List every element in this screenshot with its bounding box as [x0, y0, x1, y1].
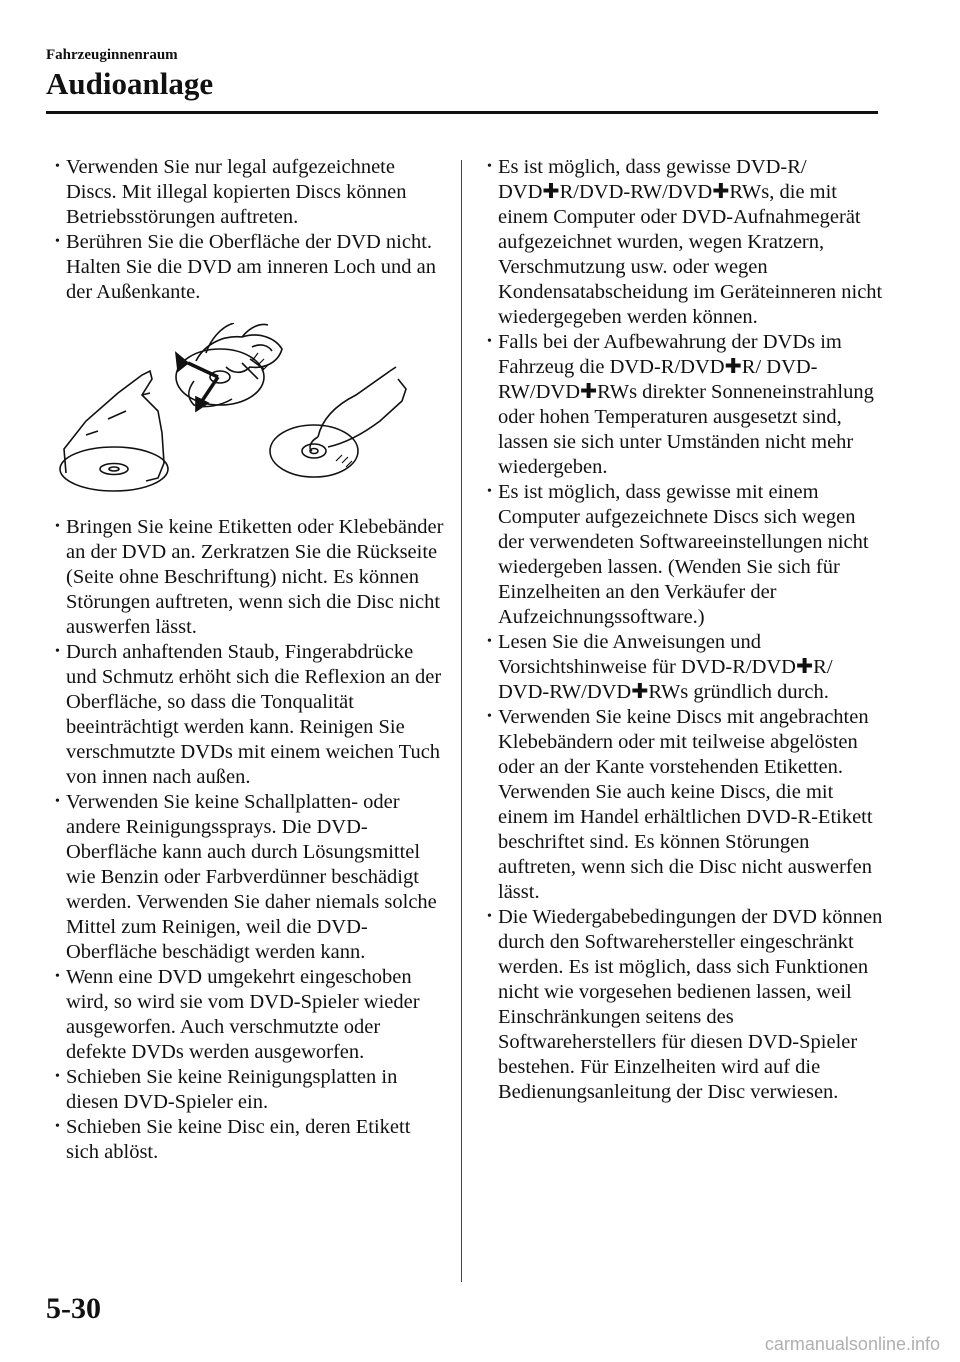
right-column — [478, 155, 883, 1105]
list-item: • Schieben Sie keine Reinigungsplatten in diesen DVD-Spieler ein. — [46, 1065, 444, 1115]
list-item: • Verwenden Sie nur legal aufgezeichnete Discs. Mit illegal kopierten Discs können Betriebsstörungen auftreten. — [46, 155, 444, 230]
list-item: • Verwenden Sie keine Discs mit angebrachten Klebebändern oder mit teilweise abgelösten oder an der Kante vorstehenden Etiketten. Verwenden Sie auch keine Discs, die mit einem im Handel erhältlichen DVD-R-Etikett beschriftet sind. Es können Störungen auftreten, wenn sich die Disc nicht auswerfen lässt. — [478, 705, 883, 905]
list-item: • Berühren Sie die Oberfläche der DVD nicht. Halten Sie die DVD am inneren Loch und an der Außenkante. — [46, 230, 444, 305]
section-label: Fahrzeuginnenraum — [46, 47, 178, 63]
header-rule — [46, 111, 878, 114]
page-title: Audioanlage — [46, 66, 214, 101]
list-item: • Durch anhaftenden Staub, Fingerabdrücke und Schmutz erhöht sich die Reflexion an der Oberfläche, so dass die Tonqualität beeinträchtigt werden kann. Reinigen Sie verschmutzte DVDs mit einem weichen Tuch von innen nach außen. — [46, 640, 444, 790]
page-header — [46, 46, 878, 102]
bullet-list-bottom — [46, 515, 444, 1165]
page-number: 5-30 — [46, 1292, 101, 1325]
left-column — [46, 155, 444, 1165]
bullet-list-top — [46, 155, 444, 305]
column-divider — [461, 160, 462, 1282]
list-item: • Schieben Sie keine Disc ein, deren Etikett sich ablöst. — [46, 1115, 444, 1165]
held-disc-left — [60, 371, 168, 491]
bullet-list-right — [478, 155, 883, 1105]
list-item: • Verwenden Sie keine Schallplatten- oder andere Reinigungssprays. Die DVD-Oberfläche kann auch durch Lösungsmittel wie Benzin oder Farbverdünner beschädigt werden. Verwenden Sie daher niemals solche Mittel zum Reinigen, weil die DVD-Oberfläche beschädigt werden kann. — [46, 790, 444, 965]
wiping-disc-center — [176, 323, 282, 411]
list-item: • Es ist möglich, dass gewisse mit einem Computer aufgezeichnete Discs sich wegen der verwendeten Softwareeinstellungen nicht wiedergeben lassen. (Wenden Sie sich für Einzelheiten an den Verkäufer der Aufzeichnungssoftware.) — [478, 480, 883, 630]
list-item: • Die Wiedergabebedingungen der DVD können durch den Softwarehersteller eingeschränkt werden. Es ist möglich, dass sich Funktionen nicht wie vorgesehen bedienen lassen, weil Einschränkungen seitens des Softwareherstellers für diesen DVD-Spieler bestehen. Für Einzelheiten wird auf die Bedienungsanleitung der Disc verwiesen. — [478, 905, 883, 1105]
list-item: • Falls bei der Aufbewahrung der DVDs im Fahrzeug die DVD-R/DVD✚R/ DVD-RW/DVD✚RWs direkter Sonneneinstrahlung oder hohen Temperaturen ausgesetzt sind, lassen sie sich unter Umständen nicht mehr wiedergeben. — [478, 330, 883, 480]
held-disc-right — [270, 367, 406, 477]
watermark: carmanualsonline.info — [764, 1334, 940, 1354]
disc-handling-illustration — [46, 323, 444, 493]
list-item: • Bringen Sie keine Etiketten oder Klebebänder an der DVD an. Zerkratzen Sie die Rückseite (Seite ohne Beschriftung) nicht. Es können Störungen auftreten, wenn sich die Disc nicht auswerfen lässt. — [46, 515, 444, 640]
list-item: • Es ist möglich, dass gewisse DVD-R/ DVD✚R/DVD-RW/DVD✚RWs, die mit einem Computer oder DVD-Aufnahmegerät aufgezeichnet wurden, wegen Kratzern, Verschmutzung usw. oder wegen Kondensatabscheidung im Geräteinneren nicht wiedergegeben werden können. — [478, 155, 883, 330]
list-item: • Wenn eine DVD umgekehrt eingeschoben wird, so wird sie vom DVD-Spieler wieder ausgeworfen. Auch verschmutzte oder defekte DVDs werden ausgeworfen. — [46, 965, 444, 1065]
list-item: • Lesen Sie die Anweisungen und Vorsichtshinweise für DVD-R/DVD✚R/ DVD-RW/DVD✚RWs gründlich durch. — [478, 630, 883, 705]
